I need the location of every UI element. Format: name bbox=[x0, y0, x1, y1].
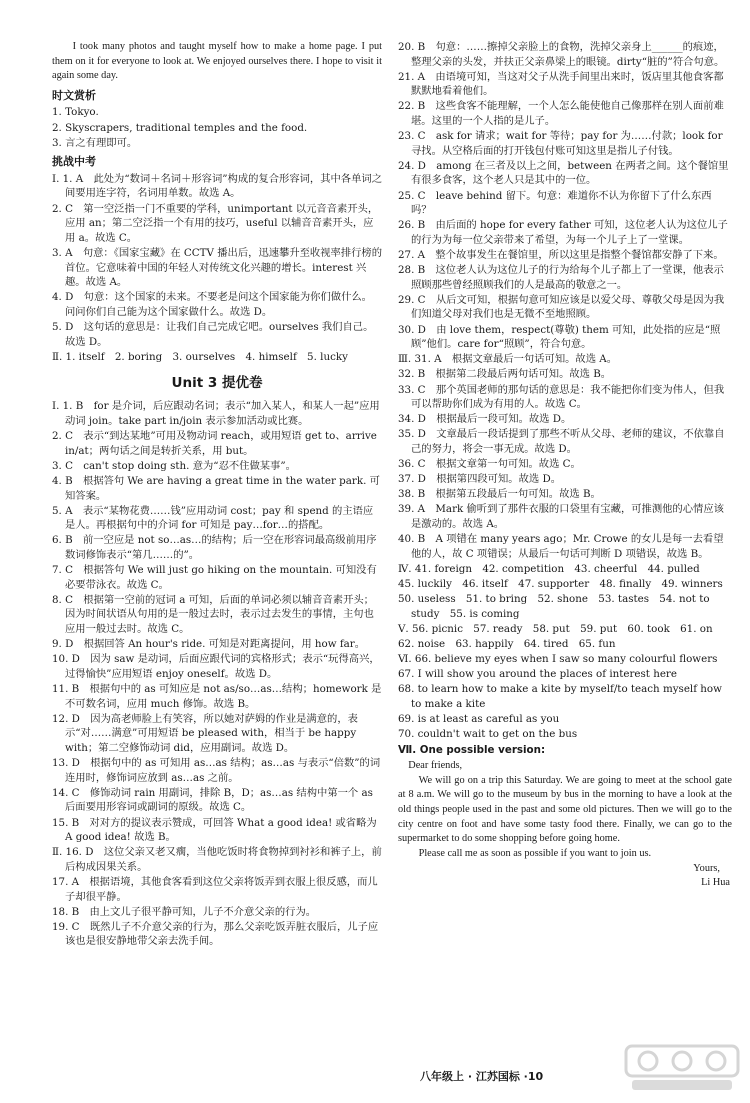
answer-item: 15. B 对对方的提议表示赞成，可回答 What a good idea! 或省略为 A good idea! 故选 B。 bbox=[52, 816, 377, 844]
answer-item: 19. C 既然儿子不介意父亲的行为，那么父亲吃饭弄脏衣服后，儿子应该也是很安静地带父亲去洗手间。 bbox=[52, 920, 379, 948]
answer-item: 25. C leave behind 留下。句意：难道你不认为你留下了什么东西吗？ bbox=[398, 189, 712, 217]
answer-item: 69. is at least as careful as you bbox=[398, 712, 560, 725]
page-footer: 八年级上 · 江苏国标 ·10 bbox=[420, 1070, 544, 1083]
answer-item: 5. D 这句话的意思是：让我们自己完成它吧。ourselves 我们自己。故选 D。 bbox=[52, 320, 374, 348]
answer-item: Ⅰ. 1. A 此处为“数词＋名词＋形容词”构成的复合形容词，其中各单词之间要用连字符，名词用单数。故选 A。 bbox=[52, 172, 382, 200]
answer-item: 5. A 表示“某物花费……钱”应用动词 cost；pay 和 spend 的主语应是人。再根据句中的介词 for 可知是 pay…for…的搭配。 bbox=[52, 504, 374, 532]
answer-item: 24. D among 在三者及以上之间，between 在两者之间。这个餐馆里有很多食客，这个老人只是其中的一位。 bbox=[398, 159, 729, 187]
answer-item: 36. C 根据文章第一句可知。故选 C。 bbox=[398, 458, 581, 471]
answer-item: 23. C ask for 请求；wait for 等待；pay for 为……付款；look for 寻找。从空格后面的打开钱包付账可知这里是指儿子付钱。 bbox=[398, 130, 723, 157]
letter-signature: Li Hua bbox=[701, 877, 730, 889]
answer-item: 50. useless 51. to bring 52. shone 53. tastes 54. not to study 55. is coming bbox=[398, 593, 710, 620]
left-column bbox=[52, 40, 382, 950]
reading-answers bbox=[52, 105, 382, 150]
answer-item: Ⅰ. 1. B for 是介词，后应跟动名词；表示“加入某人，和某人一起”应用动词 join。take part in/join 表示参加活动或比赛。 bbox=[52, 400, 380, 428]
letter-closing: Yours, bbox=[693, 862, 720, 874]
answer-item: 14. C 修饰动词 rain 用副词，排除 B，D；as…as 结构中第一个 as 后面要用形容词或副词的原级。故选 C。 bbox=[52, 786, 373, 814]
answer-item: 4. B 根据答句 We are having a great time in the water park. 可知答案。 bbox=[52, 475, 380, 502]
answer-item: Ⅱ. 16. D 这位父亲又老又瘸，当他吃饭时将食物掉到衬衫和裤子上，前后构成因果关系。 bbox=[52, 846, 382, 873]
answer-item: 27. A 整个故事发生在餐馆里，所以这里是指整个餐馆都安静了下来。 bbox=[398, 249, 724, 262]
sample-letter bbox=[398, 759, 732, 890]
answer-item: 2. Skyscrapers, traditional temples and the food. bbox=[52, 121, 308, 134]
answer-item: Ⅳ. 41. foreign 42. competition 43. cheerful 44. pulled bbox=[398, 562, 700, 575]
answer-item: 28. B 这位老人认为这位儿子的行为给每个儿子都上了一堂课，他表示照顾那些曾经照顾我们的人是最高的敬意之一。 bbox=[398, 264, 724, 291]
answer-item: 20. B 句意：……擦掉父亲脸上的食物，洗掉父亲身上______的痕迹，整理父亲的头发，并扶正父亲鼻梁上的眼镜。dirty“脏的”符合句意。 bbox=[398, 41, 725, 68]
answer-item: 30. D 由 love them，respect(尊敬) them 可知，此处指的应是“照顾”他们。care for“照顾”，符合句意。 bbox=[398, 323, 721, 351]
answer-item: 67. I will show you around the places of interest here bbox=[398, 668, 677, 681]
answer-item: 22. B 这些食客不能理解，一个人怎么能使他自己像那样在别人面前难堪。这里的一个人指的是儿子。 bbox=[398, 100, 724, 128]
answer-item: 39. A Mark 偷听到了那件衣服的口袋里有宝藏，可推测他的心情应该是激动的。故选 A。 bbox=[398, 503, 724, 530]
answer-item: 13. D 根据句中的 as 可知用 as…as 结构；as…as 与表示“倍数”的词连用时，修饰词应放到 as…as 之前。 bbox=[52, 757, 381, 784]
answer-item: 21. A 由语境可知，当这对父子从洗手间里出来时，饭店里其他食客都默默地看着他们。 bbox=[398, 70, 724, 98]
unit-title: Unit 3 提优卷 bbox=[171, 375, 263, 392]
answer-item: 17. A 根据语境，其他食客看到这位父亲将饭弄到衣服上很反感，而儿子却很平静。 bbox=[52, 875, 378, 903]
answer-item: 7. C 根据答句 We will just go hiking on the mountain. 可知没有必要带泳衣。故选 C。 bbox=[52, 564, 377, 591]
letter-greeting: Dear friends, bbox=[408, 760, 463, 772]
answer-item: 35. D 文章最后一段话提到了那些不听从父母、老师的建议，不依靠自己的努力，将会一事无成。故选 D。 bbox=[398, 428, 725, 455]
answer-item: 8. C 根据第一空前的冠词 a 可知，后面的单词必须以辅音音素开头；因为时间状语从句用的是一般过去时，表示过去发生的事情，主句也应用一般过去时。故选 C。 bbox=[52, 593, 374, 636]
answer-item: 9. D 根据回答 An hour's ride. 可知是对距离提问，用 how far。 bbox=[52, 638, 365, 651]
answer-item: 6. B 前一空应是 not so…as…的结构；后一空在形容词最高级前用序数词修饰表示“第几……的”。 bbox=[52, 534, 377, 562]
answer-item: 29. C 从后文可知，根据句意可知应该是以爱父母、尊敬父母是因为我们知道父母对我们也是无微不至地照顾。 bbox=[398, 293, 725, 321]
answer-item: 3. A 句意：《国家宝藏》在 CCTV 播出后，迅速攀升至收视率排行榜的首位。它意味着中国的年轻人对传统文化兴趣的增长。interest 兴趣。故选 A。 bbox=[52, 246, 383, 289]
right-column bbox=[398, 40, 732, 891]
answer-item: 45. luckily 46. itself 47. supporter 48. finally 49. winners bbox=[398, 577, 723, 590]
answer-item: Ⅵ. 66. believe my eyes when I saw so many colourful flowers bbox=[398, 652, 718, 665]
answer-list bbox=[398, 40, 732, 742]
answer-item: 10. D 因为 saw 是动词，后面应跟代词的宾格形式；表示“玩得高兴，过得愉快”应用短语 enjoy oneself。故选 D。 bbox=[52, 653, 380, 680]
answer-item: 2. C 表示“到达某地”可用及物动词 reach，或用短语 get to、arrive in/at；两句话之间是转折关系，用 but。 bbox=[52, 430, 377, 457]
answer-item: 3. 言之有理即可。 bbox=[52, 136, 138, 149]
writing-title: Ⅶ. One possible version: bbox=[398, 743, 546, 756]
letter-body: We will go on a trip this Saturday. We are going to meet at the school gate at 8 a.m. We will go to the museum by bus in the morning to have a look at the old things people used in the past and some old pictures. Then we will go to the city centre on foot and have some tasty food there. Finally, we can go to the supermarket to do some shopping before going home. bbox=[398, 774, 732, 845]
answer-item: 37. D 根据第四段可知。故选 D。 bbox=[398, 473, 561, 486]
answer-item: Ⅴ. 56. picnic 57. ready 58. put 59. put 60. took 61. on bbox=[398, 622, 713, 635]
answer-item: 33. C 那个英国老师的那句话的意思是：我不能把你们变为伟人，但我可以帮助你们成为有用的人。故选 C。 bbox=[398, 383, 725, 411]
answer-item: 11. B 根据句中的 as 可知应是 not as/so…as…结构；homework 是不可数名词，应用 much 修饰。故选 B。 bbox=[52, 683, 382, 710]
answer-item: 34. D 根据最后一段可知。故选 D。 bbox=[398, 413, 572, 426]
passage-ending: I took many photos and taught myself how to make a home page. I put them on it for everyone to look at. We enjoyed ourselves there. I hope to visit it again some day. bbox=[52, 41, 382, 82]
section-title-reading: 时文赏析 bbox=[52, 88, 96, 102]
letter-request: Please call me as soon as possible if you want to join us. bbox=[418, 847, 652, 859]
answer-item: 70. couldn't wait to get on the bus bbox=[398, 728, 578, 741]
answer-item: 12. D 因为高老师脸上有笑容，所以她对萨姆的作业是满意的，表示“对……满意”可用短语 be pleased with，相当于 be happy with；第二空修饰动词 did，应用副词。故选 D。 bbox=[52, 712, 358, 754]
unit-answers bbox=[52, 399, 382, 949]
answer-site-watermark-logo bbox=[622, 1040, 742, 1095]
section-title-exam: 挑战中考 bbox=[52, 155, 96, 169]
answer-item: 38. B 根据第五段最后一句可知。故选 B。 bbox=[398, 488, 601, 501]
answer-item: Ⅲ. 31. A 根据文章最后一句话可知。故选 A。 bbox=[398, 353, 618, 366]
answer-item: 18. B 由上文儿子很平静可知，儿子不介意父亲的行为。 bbox=[52, 905, 317, 918]
answer-item: 4. D 句意：这个国家的未来。不要老是问这个国家能为你们做什么。问问你们自己能为这个国家做什么。故选 D。 bbox=[52, 291, 372, 318]
answer-item: 2. C 第一空泛指一门不重要的学科，unimportant 以元音音素开头，应用 an；第二空泛指一个有用的技巧，useful 以辅音音素开头，应用 a。故选 C。 bbox=[52, 202, 379, 244]
answer-item: 3. C can't stop doing sth. 意为“忍不住做某事”。 bbox=[52, 459, 296, 472]
answer-item: 62. noise 63. happily 64. tired 65. fun bbox=[398, 637, 616, 650]
exam-answers bbox=[52, 172, 382, 364]
answer-item: 1. Tokyo. bbox=[52, 106, 99, 119]
answer-item: 68. to learn how to make a kite by myself/to teach myself how to make a kite bbox=[398, 683, 722, 710]
answer-item: Ⅱ. 1. itself 2. boring 3. ourselves 4. himself 5. lucky bbox=[52, 350, 348, 363]
answer-item: 32. B 根据第二段最后两句话可知。故选 B。 bbox=[398, 368, 612, 381]
answer-item: 40. B A 项错在 many years ago；Mr. Crowe 的女儿是每一去看望他的人，故 C 项错误；从最后一句话可判断 D 项错误，故选 B。 bbox=[398, 533, 724, 560]
answer-item: 26. B 由后面的 hope for every father 可知，这位老人认为这位儿子的行为为每一位父亲带来了希望，为每一个儿子上了一堂课。 bbox=[398, 219, 728, 246]
